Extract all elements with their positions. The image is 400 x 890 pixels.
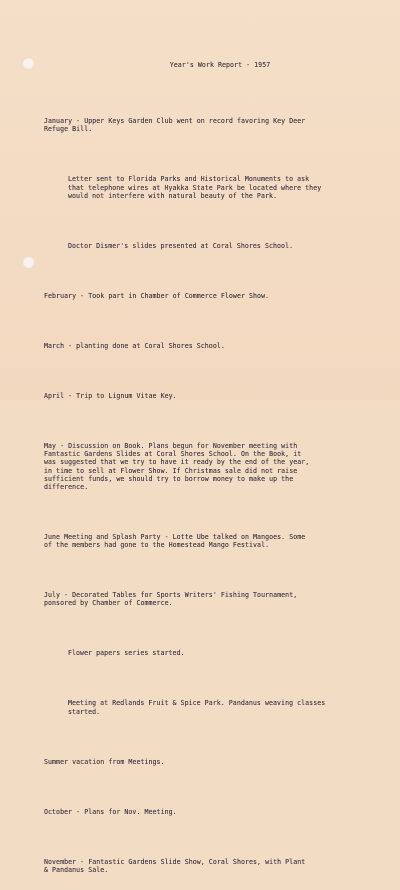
punch-hole xyxy=(22,57,35,70)
typed-report xyxy=(44,45,388,890)
entry-summer: Summer vacation from Meetings. xyxy=(44,757,165,766)
entry-letter-parks: Letter sent to Florida Parks and Historical Monuments to ask that telephone wires at Hyakka State Park be located where they would not interfere with natural beauty of the Park. xyxy=(68,175,322,200)
entry-redlands: Meeting at Redlands Fruit & Spice Park. Pandanus weaving classes started. xyxy=(68,699,326,716)
punch-hole xyxy=(22,256,35,269)
entry-october: October - Plans for Nov. Meeting. xyxy=(44,807,177,816)
entry-february: February - Took part in Chamber of Commerce Flower Show. xyxy=(44,291,270,300)
entry-june: June Meeting and Splash Party - Lotte Ube talked on Mangoes. Some of the members had gone to the Homestead Mango Festival. xyxy=(44,532,306,550)
entry-april: April - Trip to Lignum Vitae Key. xyxy=(44,391,177,400)
entry-flower-papers: Flower papers series started. xyxy=(68,649,185,658)
entry-may: May - Discussion on Book. Plans begun for November meeting with Fantastic Gardens Slides at Coral Shores School. On the Book, it was suggested that we try to have it ready by the end of the year, in time to sell at Flower Show. If Christmas sale did not raise sufficient funds, we should try to borrow money to make up the difference. xyxy=(44,441,310,491)
entry-july: July - Decorated Tables for Sports Writers' Fishing Tournament, ponsored by Chamber of Commerce. xyxy=(44,591,298,608)
report-title: Year's Work Report - 1957 xyxy=(169,61,271,70)
entry-march: March - planting done at Coral Shores School. xyxy=(44,341,225,350)
entry-january: January - Upper Keys Garden Club went on record favoring Key Deer Refuge Bill. xyxy=(44,117,306,134)
entry-dismer-slides: Doctor Dismer's slides presented at Coral Shores School. xyxy=(68,241,294,250)
entry-november: November - Fantastic Gardens Slide Show, Coral Shores, with Plant & Pandanus Sale. xyxy=(44,857,306,874)
